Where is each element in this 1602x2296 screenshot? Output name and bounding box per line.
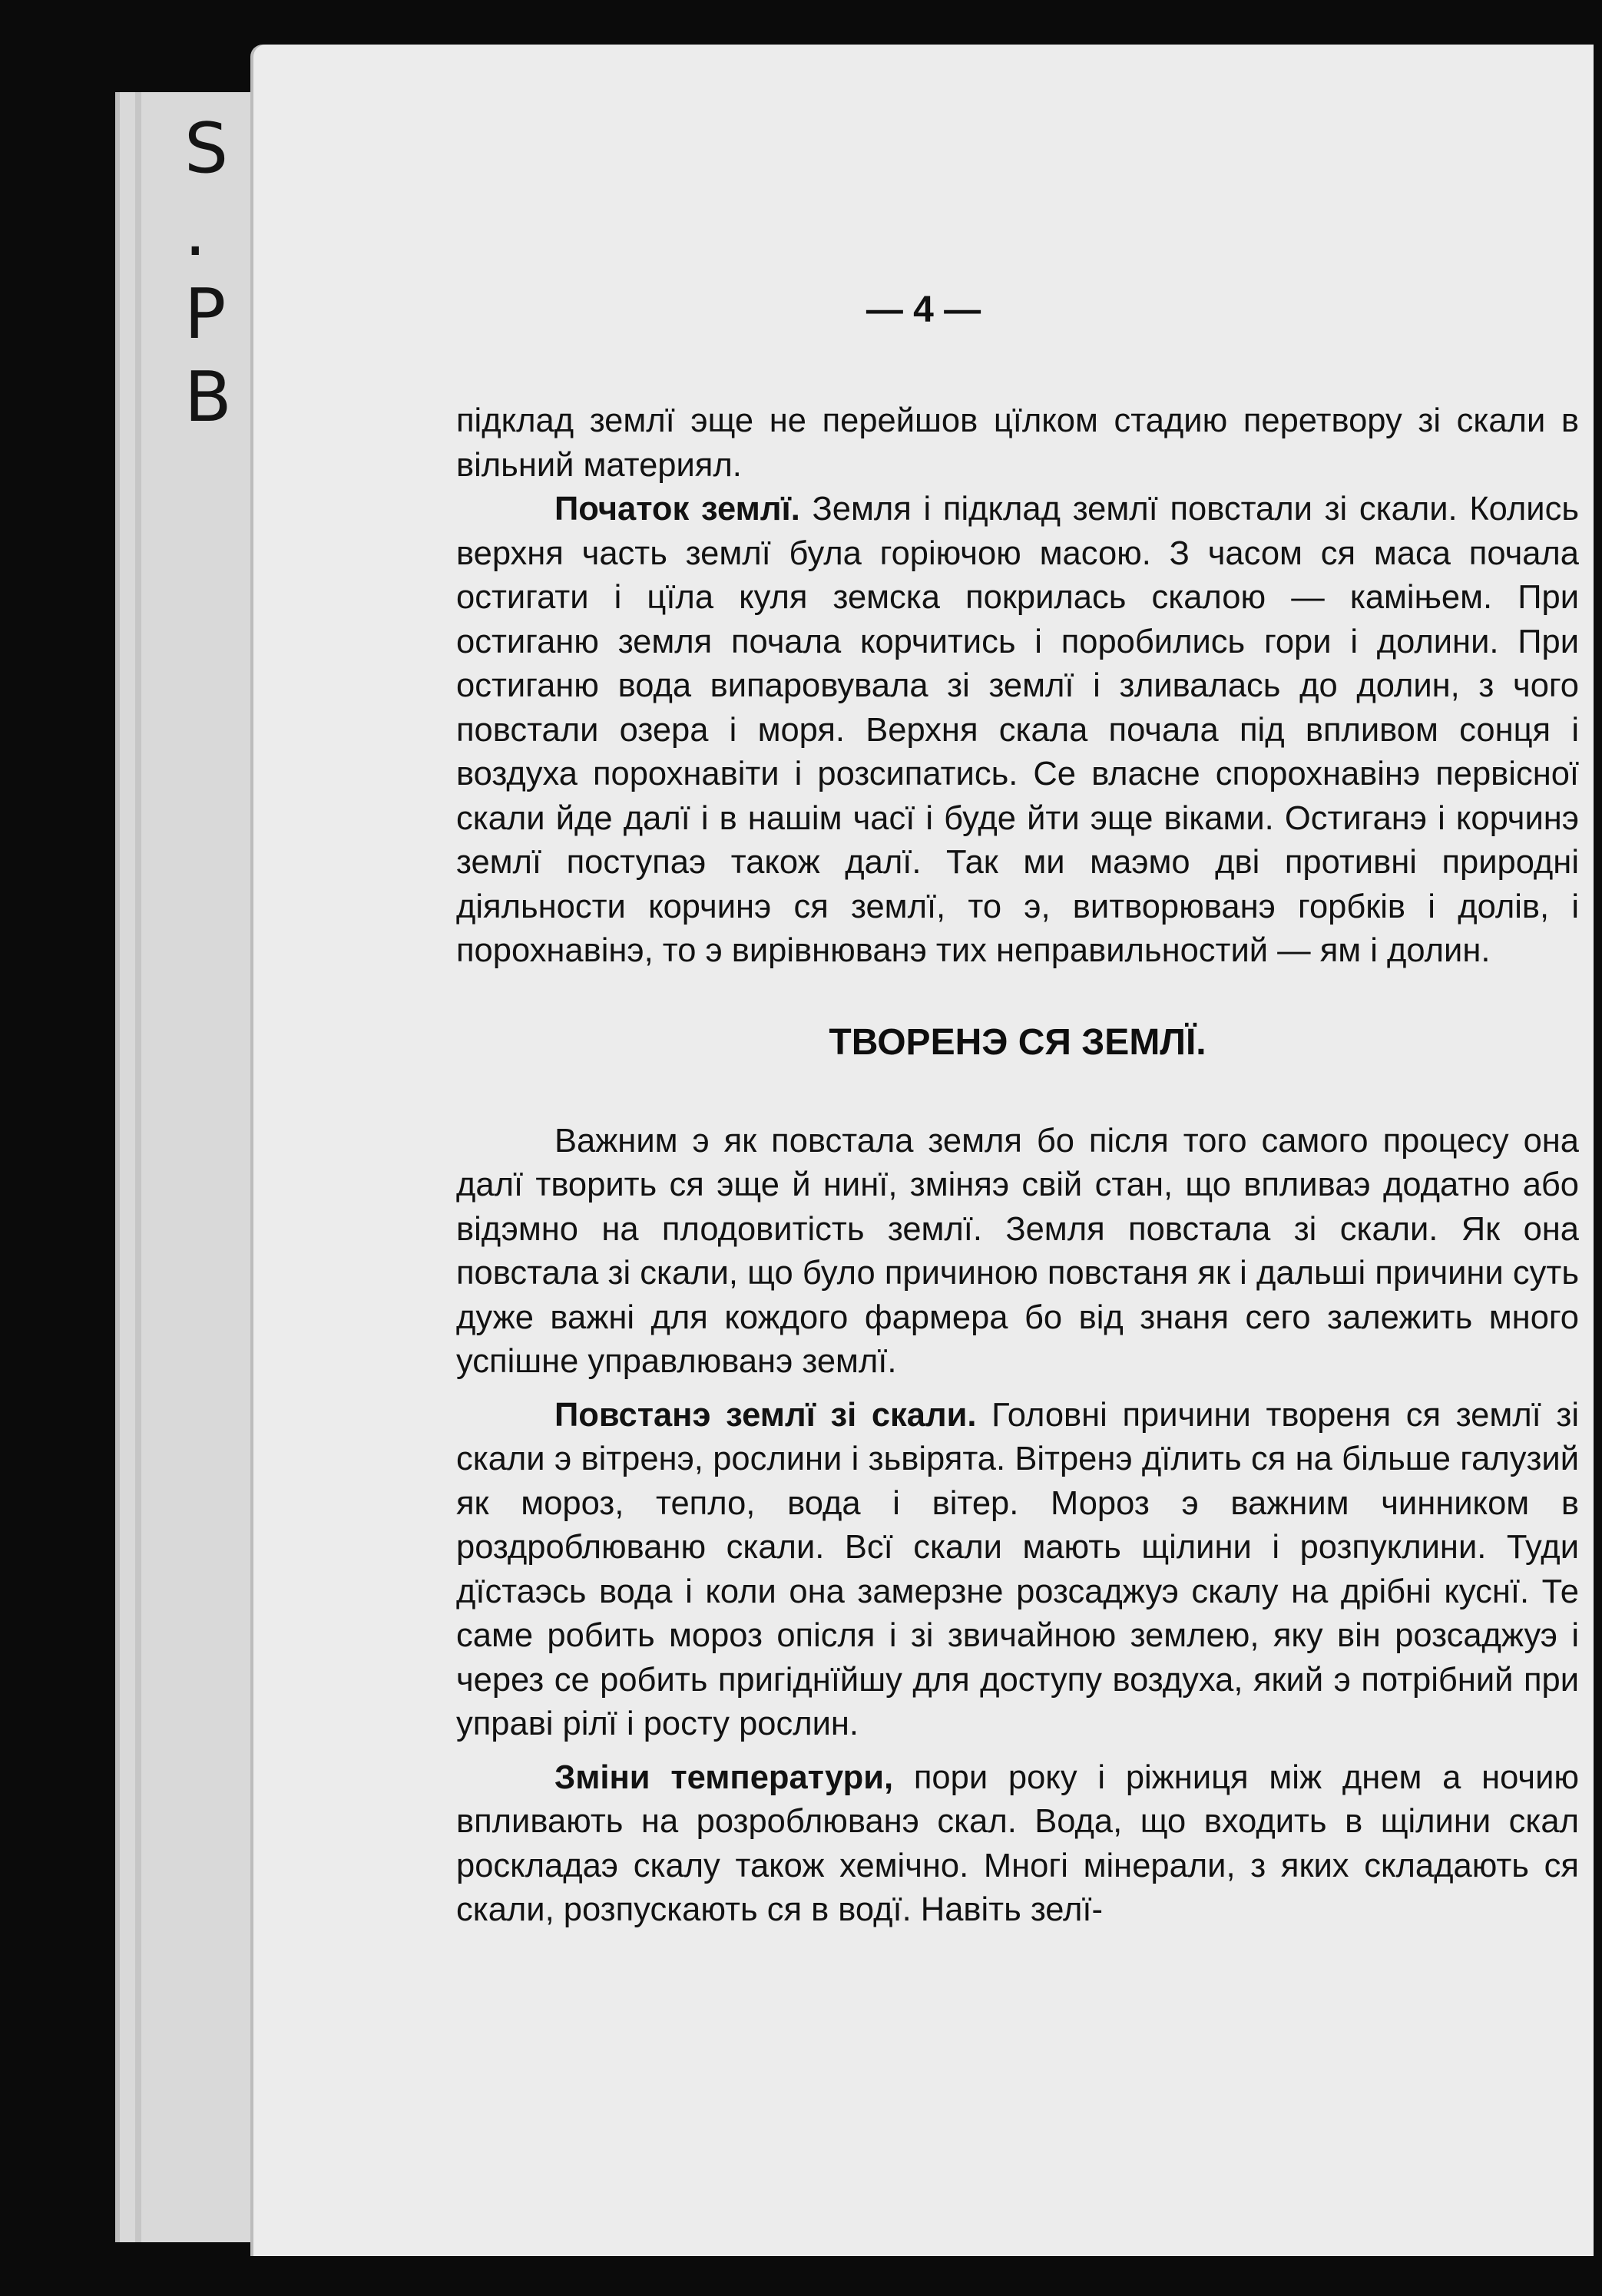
paragraph-text: пори року і ріжниця між днем а ночию впливають на розроблюванэ скал. Вода, що входить в щілини скал роскладаэ скалу також хемічно. Многі мінерали, з яких складають ся скали, розпускають ся в водї. Навіть зелї- <box>456 1758 1579 1928</box>
page-content <box>456 399 1579 1933</box>
section-title: ТВОРЕНЭ СЯ ЗЕМЛЇ. <box>829 1021 1206 1063</box>
paragraph-lead: Початок землї. <box>554 491 800 528</box>
paragraph-temperature-changes <box>456 1756 1579 1933</box>
paragraph-continuation <box>456 399 1579 488</box>
paragraph-text: Важним э як повстала земля бо після того самого процесу она далї творить ся эще й нинї, зміняэ свій стан, що впливаэ додатно або відэмно на плодовитість землї. Земля повстала зі скали. Як она повстала зі скали, що було причиною повстаня як і дальші причини суть дуже важні для кождого фармера бо від знаня сего залежить много успішне управлюванэ землї. <box>456 1122 1579 1380</box>
paragraph-lead: Зміни температури, <box>554 1758 894 1796</box>
page-fold <box>135 92 141 2242</box>
page-number: — 4 — <box>866 289 981 330</box>
paragraph-soil-from-rock <box>456 1394 1579 1747</box>
handwritten-margin-note: S . P B <box>184 108 232 438</box>
document-page <box>253 45 1594 2256</box>
paragraph-lead: Повстанэ землї зі скали. <box>554 1396 977 1434</box>
paragraph-text: підклад землї эще не перейшов цїлком стадию перетвору зі скали в вільний материял. <box>456 402 1579 484</box>
paragraph-text: Земля і підклад землї повстали зі скали. Колись верхня часть землї була горіючою масою. З часом ся маса почала остигати і цїла куля земска покрилась скалою — каміњем. При остиганю земля почала корчитись і поробились гори і долини. При остиганю вода випаровувала зі землї і зливалась до долин, з чого повстали озера і моря. Верхня скала почала під впливом сонця і воздуха порохнавіти і розсипатись. Се власне спорохнавінэ первісної скали йде далї і в нашім часї і буде йти эще віками. Остиганэ і корчинэ землї поступаэ також далї. Так ми маэмо дві противні природні діяльности корчинэ ся землї, то э, витворюванэ горбків і долів, і порохнавінэ, то э вирівнюванэ тих неправильностий — ям і долин. <box>456 491 1579 969</box>
paragraph-text: Головні причини твореня ся землї зі скали э вітренэ, рослини і зьвірята. Вітренэ дїлить ся на більше галузий як мороз, тепло, вода і вітер. Мороз э важним чинником в роздроблюваню скали. Всї скали мають щілини і розпуклини. Туди дїстаэсь вода і коли она замерзне розсаджуэ скалу на дрібні куснї. Те саме робить мороз опісля і зі звичайною землею, яку він розсаджуэ і через се робить пригіднїйшу для доступу воздуха, який э потрібний при управі рілї і росту рослин. <box>456 1396 1579 1742</box>
paragraph-origin-of-earth <box>456 488 1579 974</box>
paragraph-formation-intro <box>456 1120 1579 1385</box>
